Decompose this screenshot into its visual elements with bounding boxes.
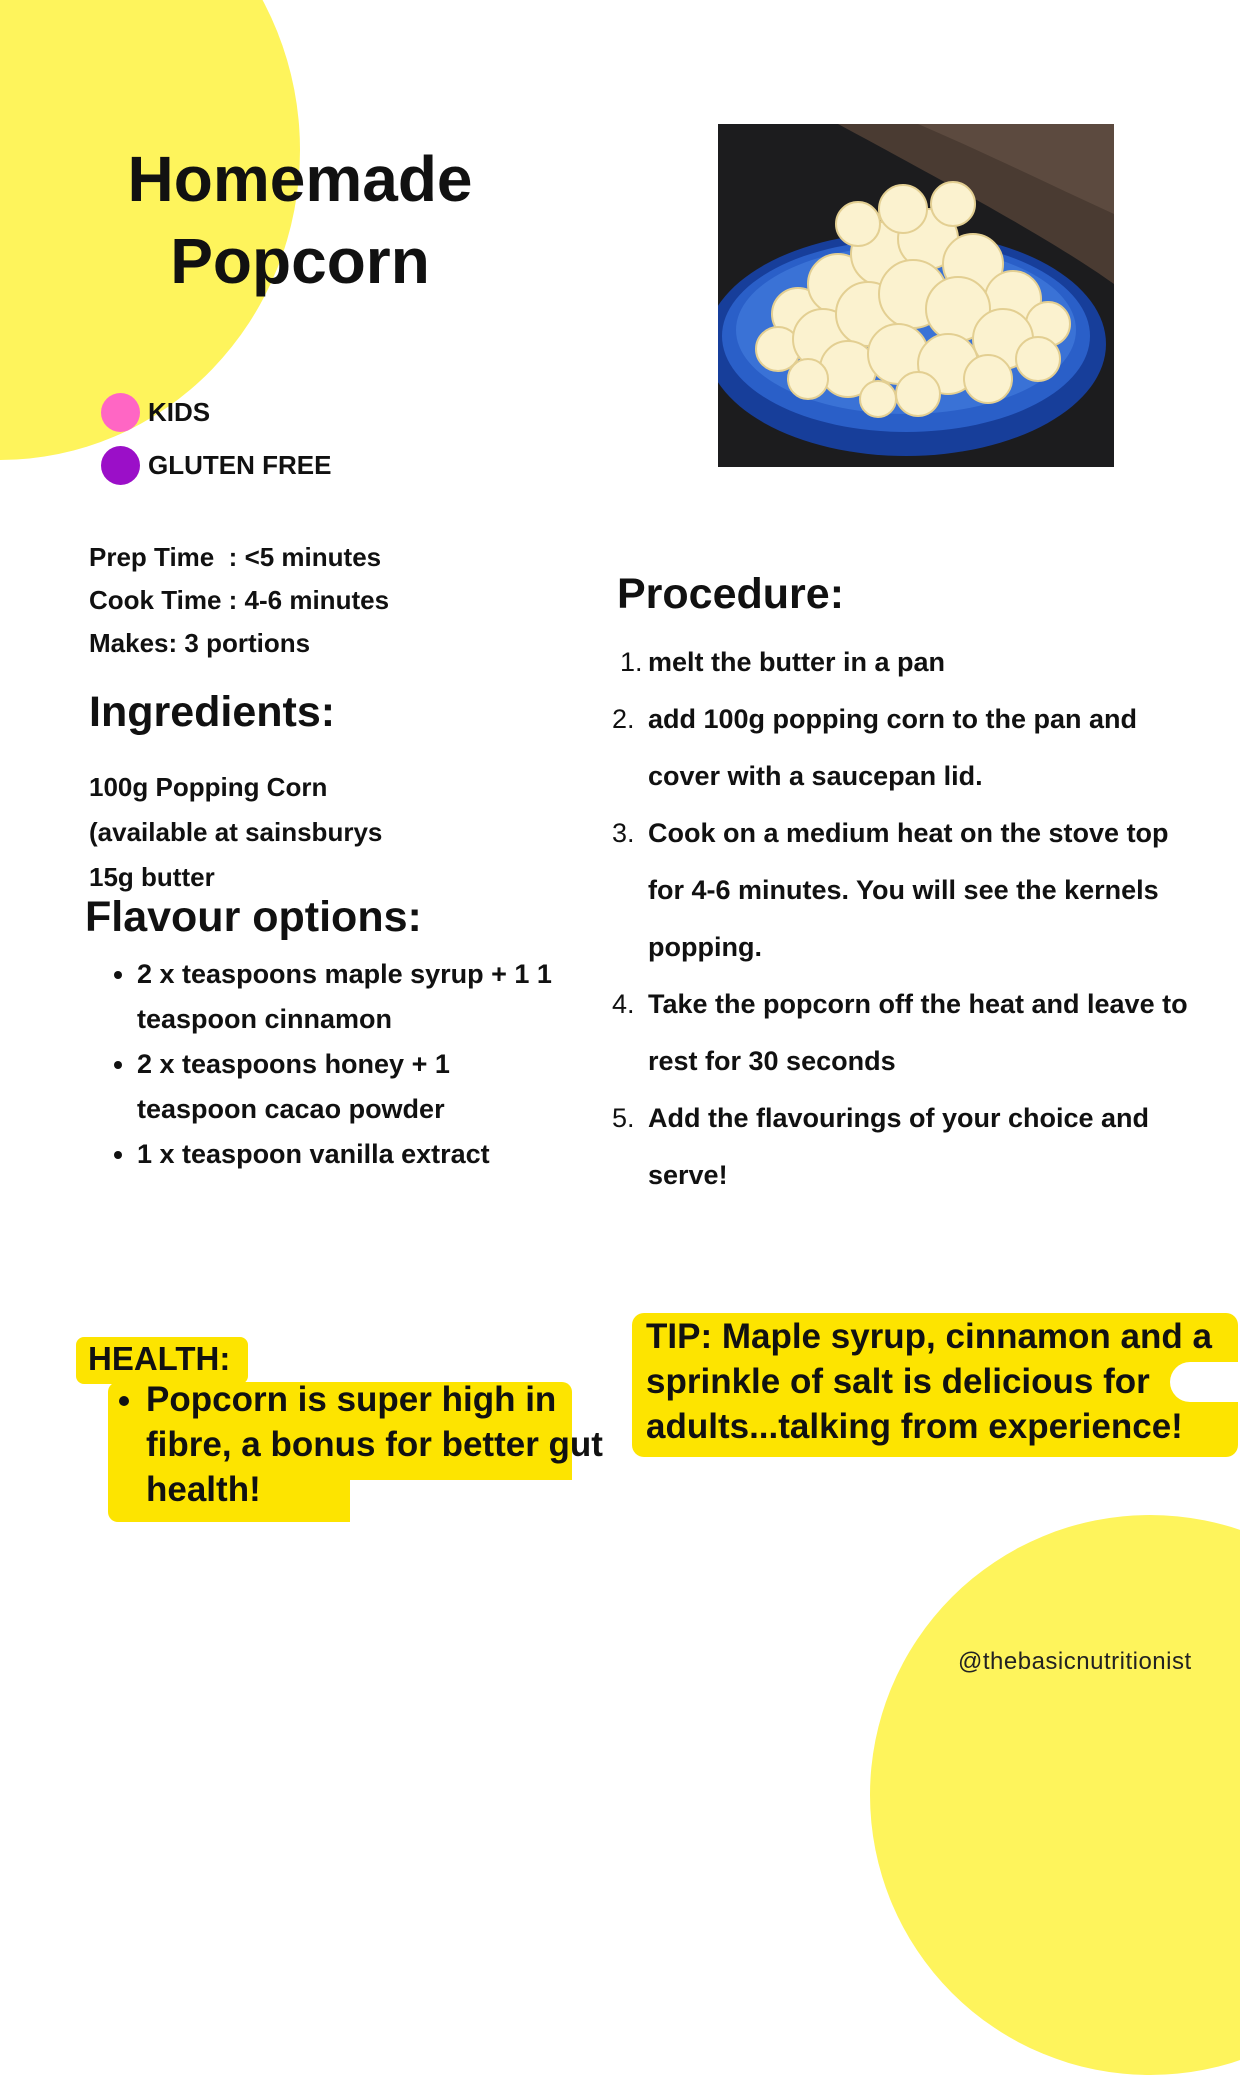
tag-gluten-free [101, 446, 331, 485]
procedure-step: 2. add 100g popping corn to the pan and cover with a saucepan lid. [612, 704, 1138, 791]
health-heading: HEALTH: [76, 1337, 248, 1384]
ingredients-list [89, 765, 382, 900]
ingredient-item: 15g butter [89, 862, 215, 892]
cook-time: Cook Time : 4-6 minutes [89, 585, 390, 615]
portions: Makes: 3 portions [89, 628, 311, 658]
tip-note: TIP: Maple syrup, cinnamon and a sprinkle of salt is delicious for adults...talking from experience! [646, 1317, 1212, 1446]
recipe-title: Homemade Popcorn [127, 143, 473, 297]
purple-dot-icon [101, 446, 140, 485]
ingredients-heading: Ingredients: [89, 688, 336, 736]
flavour-item: • 1 x teaspoon vanilla extract [137, 1132, 557, 1177]
health-note [108, 1377, 616, 1512]
ingredient-item: (available at sainsburys [89, 817, 383, 847]
author-handle: @thebasicnutritionist [958, 1648, 1192, 1675]
popcorn-photo [718, 124, 1114, 467]
health-note-item: • Popcorn is super high in fibre, a bonus for better gut health! [146, 1377, 616, 1512]
tag-label: GLUTEN FREE [148, 450, 332, 480]
procedure-step: 5. Add the flavourings of your choice and serve! [612, 1103, 1150, 1190]
procedure-steps [612, 634, 1192, 1204]
prep-time: Prep Time : <5 minutes [89, 542, 382, 572]
popcorn-bowl-image [718, 124, 1114, 467]
flavour-item: • 2 x teaspoons maple syrup + 1 1 teaspoon cinnamon [137, 952, 557, 1042]
ingredient-item: 100g Popping Corn [89, 772, 328, 802]
tag-kids [101, 393, 210, 432]
recipe-meta [89, 536, 389, 665]
pink-dot-icon [101, 393, 140, 432]
flavour-options-heading: Flavour options: [85, 893, 422, 941]
tag-label: KIDS [148, 397, 211, 427]
decorative-circle-bottom-right [870, 1515, 1240, 2075]
procedure-step: 4. Take the popcorn off the heat and leave to rest for 30 seconds [612, 989, 1188, 1076]
flavour-item: • 2 x teaspoons honey + 1 teaspoon cacao powder [137, 1042, 557, 1132]
procedure-step: 3. Cook on a medium heat on the stove top for 4-6 minutes. You will see the kernels popping. [612, 818, 1169, 962]
procedure-heading: Procedure: [617, 570, 845, 618]
flavour-options-list [105, 952, 557, 1177]
procedure-step: 1. melt the butter in a pan [620, 647, 946, 677]
